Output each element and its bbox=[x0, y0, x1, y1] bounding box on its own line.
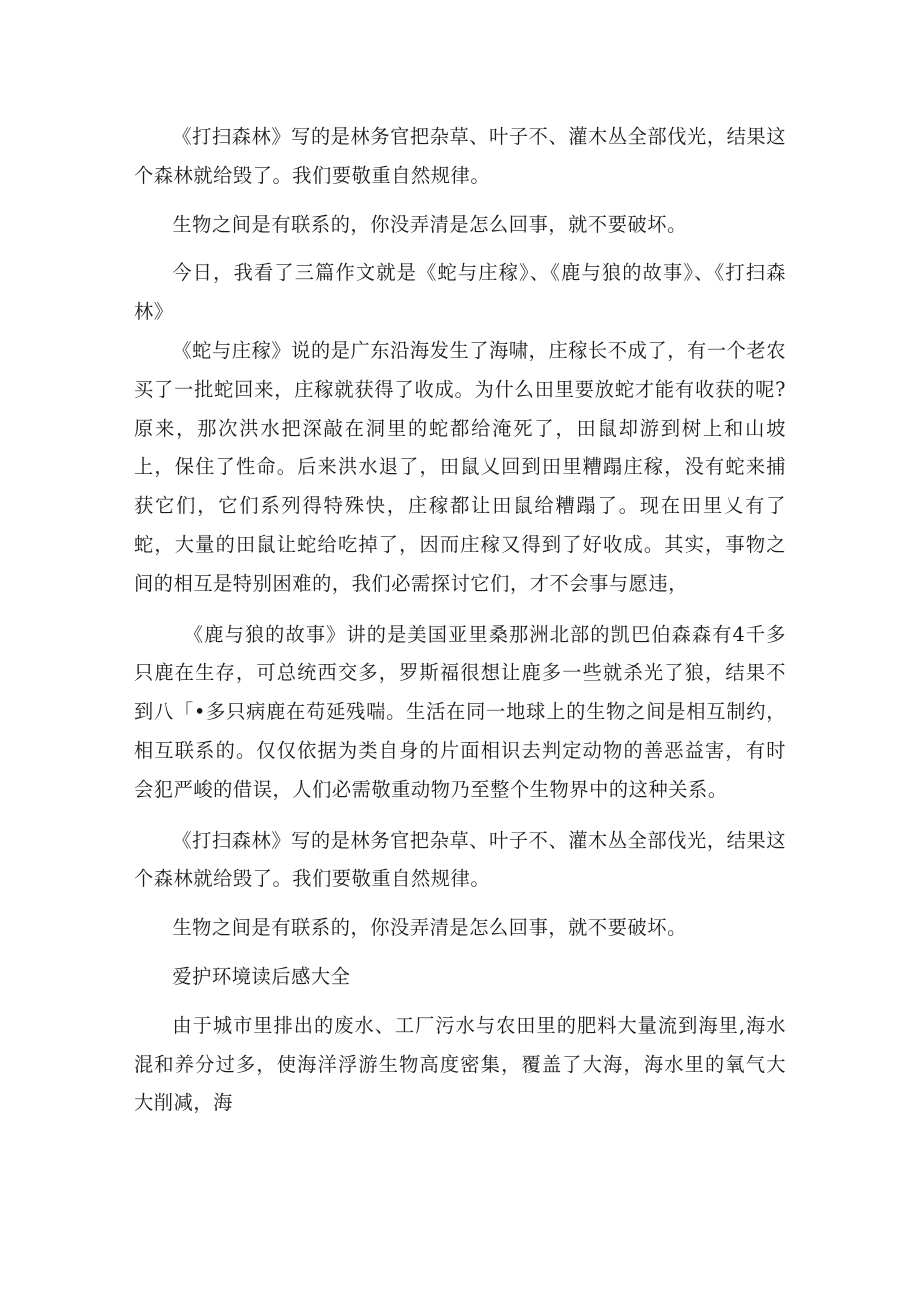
paragraph-deer-wolf: 《鹿与狼的故事》讲的是美国亚里桑那洲北部的凯巴伯森森有4千多只鹿在生存，可总统西交多，罗斯福很想让鹿多一些就杀光了狼，结果不到八「•多只病鹿在苟延残喘。生活在同一地球上的生物之间是相互制约，相互联系的。仅仅依据为类自身的片面相识去判定动物的善恶益害，有时会犯严峻的借误，人们必需敬重动物乃至整个生物界中的这种关系。 bbox=[134, 622, 786, 801]
paragraph-forest-summary: 《打扫森林》写的是林务官把杂草、叶子不、灌木丛全部伐光，结果这个森林就给毁了。我们要敬重自然规律。 bbox=[134, 125, 786, 187]
paragraph-forest-summary-repeat: 《打扫森林》写的是林务官把杂草、叶子不、灌木丛全部伐光，结果这个森林就给毁了。我们要敬重自然规律。 bbox=[134, 828, 786, 891]
section-heading: 爱护环境读后感大全 bbox=[172, 964, 351, 988]
paragraph-connection-note-repeat: 生物之间是有联系的，你没弄清是怎么回事，就不要破坏。 bbox=[172, 916, 687, 940]
paragraph-ocean-pollution: 由于城市里排出的废水、工厂污水与农田里的肥料大量流到海里,海水混和养分过多，使海洋浮游生物高度密集，覆盖了大海，海水里的氧气大大削减，海 bbox=[134, 1013, 786, 1115]
paragraph-snake-crops: 《蛇与庄稼》说的是广东沿海发生了海啸，庄稼长不成了，有一个老农买了一批蛇回来，庄稼就获得了收成。为什么田里要放蛇才能有收获的呢?原来，那次洪水把深敲在洞里的蛇都给淹死了，田鼠却游到树上和山坡上，保住了性命。后来洪水退了，田鼠乂回到田里糟蹋庄稼，没有蛇来捕获它们，它们系列得特殊快，庄稼都让田鼠给糟蹋了。现在田里乂有了蛇，大量的田鼠让蛇给吃掉了，因而庄稼又得到了好收成。其实，事物之间的相互是特别困难的，我们必需探讨它们，才不会事与愿违， bbox=[134, 338, 786, 595]
paragraph-intro: 今日，我看了三篇作文就是《蛇与庄稼》、《鹿与狼的故事》、《打扫森林》 bbox=[134, 261, 786, 324]
paragraph-connection-note: 生物之间是有联系的，你没弄清是怎么回事，就不要破坏。 bbox=[172, 212, 687, 236]
document-body bbox=[134, 118, 786, 1123]
